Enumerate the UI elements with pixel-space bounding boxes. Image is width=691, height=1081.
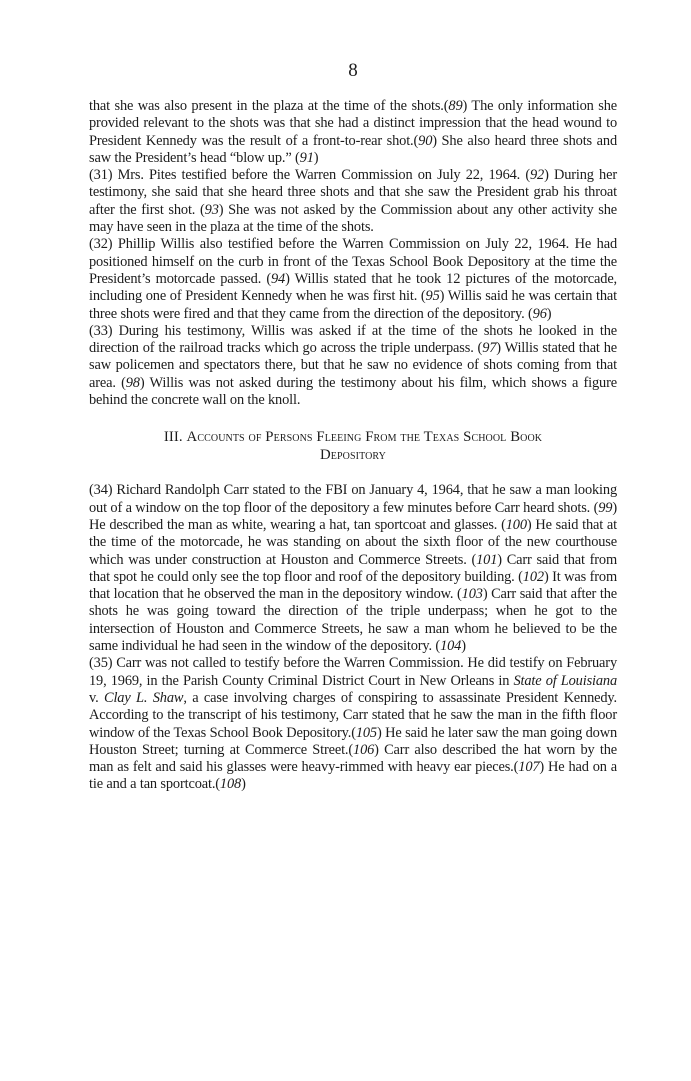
italic-text: 97 <box>482 340 497 357</box>
paragraph: (33) During his testimony, Willis was asked if at the time of the shots he looked in the direction of the railroad tracks which go across the triple underpass. (97) Willis stated that he saw policemen and spectators there, but that he saw no evidence of shots coming from that area. (98) Willis was not asked during the testimony about his film, which shows a figure behind the concrete wall on the knoll. <box>89 322 617 409</box>
italic-text: 106 <box>353 741 375 758</box>
italic-text: 100 <box>505 516 527 533</box>
italic-text: 91 <box>299 149 314 166</box>
italic-text: 99 <box>598 499 613 516</box>
paragraph: (34) Richard Randolph Carr stated to the FBI on January 4, 1964, that he saw a man looking out of a window on the top floor of the depository a few minutes before Carr heard shots. (99) He described the man as white, wearing a hat, tan sportcoat and glasses. (100) He said that at the time of the motorcade, he was standing on about the sixth floor of the new courthouse which was under construction at Houston and Commerce Streets. (101) Carr said that from that spot he could only see the top floor and roof of the depository building. (102) It was from that location that he observed the man in the depository window. (103) Carr said that after the shots he was going toward the direction of the triple underpass; when he got to the intersection of Houston and Commerce Streets, he saw a man whom he believed to be the same individual he had seen in the window of the depository. (104) <box>89 482 618 655</box>
italic-text: 105 <box>355 724 377 741</box>
document-page <box>89 60 617 794</box>
section-heading <box>89 428 617 464</box>
italic-text: State of Louisiana <box>513 672 618 689</box>
section-numeral: III. <box>163 429 183 446</box>
italic-text: 89 <box>448 98 463 114</box>
paragraph: (31) Mrs. Pites testified before the Warren Commission on July 22, 1964. (92) During her testimony, she said that she heard three shots and that she saw the President grab his throat after the first shot. (93) She was not asked by the Commission about any other activity she may have seen in the plaza at the time of the shots. <box>89 167 617 236</box>
italic-text: 98 <box>125 374 140 391</box>
page-number: 8 <box>348 60 358 81</box>
italic-text: 102 <box>522 568 544 585</box>
paragraph: (32) Phillip Willis also testified before the Warren Commission on July 22, 1964. He had positioned himself on the curb in front of the Texas School Book Depository at the time the President’s motorcade passed. (94) Willis stated that he took 12 pictures of the motorcade, including one of President Kennedy when he was first hit. (95) Willis said he was certain that three shots were fired and that they came from the direction of the depository. (96) <box>89 236 618 322</box>
italic-text: 101 <box>476 551 498 568</box>
paragraphs-after <box>89 482 617 793</box>
paragraph: that she was also present in the plaza at the time of the shots.(89) The only information she provided relevant to the shots was that she had a distinct impression that the head wound to President Kennedy was the result of a front-to-rear shot.(90) She also heard three shots and saw the President’s head “blow up.” (91) <box>89 98 617 166</box>
italic-text: 104 <box>440 638 462 655</box>
section-heading-title: Accounts of Persons Fleeing From the Texas School Book <box>186 429 543 446</box>
section-heading-line-1 <box>89 428 617 446</box>
italic-text: 90 <box>418 132 433 149</box>
italic-text: 108 <box>219 776 242 793</box>
italic-text: Clay L. Shaw <box>104 689 184 706</box>
italic-text: 107 <box>518 759 540 776</box>
italic-text: 103 <box>461 586 483 603</box>
italic-text: 93 <box>204 201 219 218</box>
paragraph: (35) Carr was not called to testify before the Warren Commission. He did testify on February 19, 1969, in the Parish County Criminal District Court in New Orleans in State of Louisiana v. Clay L. Shaw, a case involving charges of conspiring to assassinate President Kennedy. According to the transcript of his testimony, Carr stated that he saw the man in the fifth floor window of the Texas School Book Depository.(105) He said he later saw the man going down Houston Street; turning at Commerce Street.(106) Carr also described the hat worn by the man as felt and said his glasses were heavy-rimmed with heavy ear pieces.(107) He had on a tie and a tan sportcoat.(108) <box>89 655 618 793</box>
paragraphs-before <box>89 98 617 409</box>
italic-text: 94 <box>271 270 286 287</box>
italic-text: 95 <box>425 288 440 305</box>
italic-text: 92 <box>529 167 545 184</box>
italic-text: 96 <box>532 305 547 322</box>
section-heading-line-2: Depository <box>320 447 386 464</box>
